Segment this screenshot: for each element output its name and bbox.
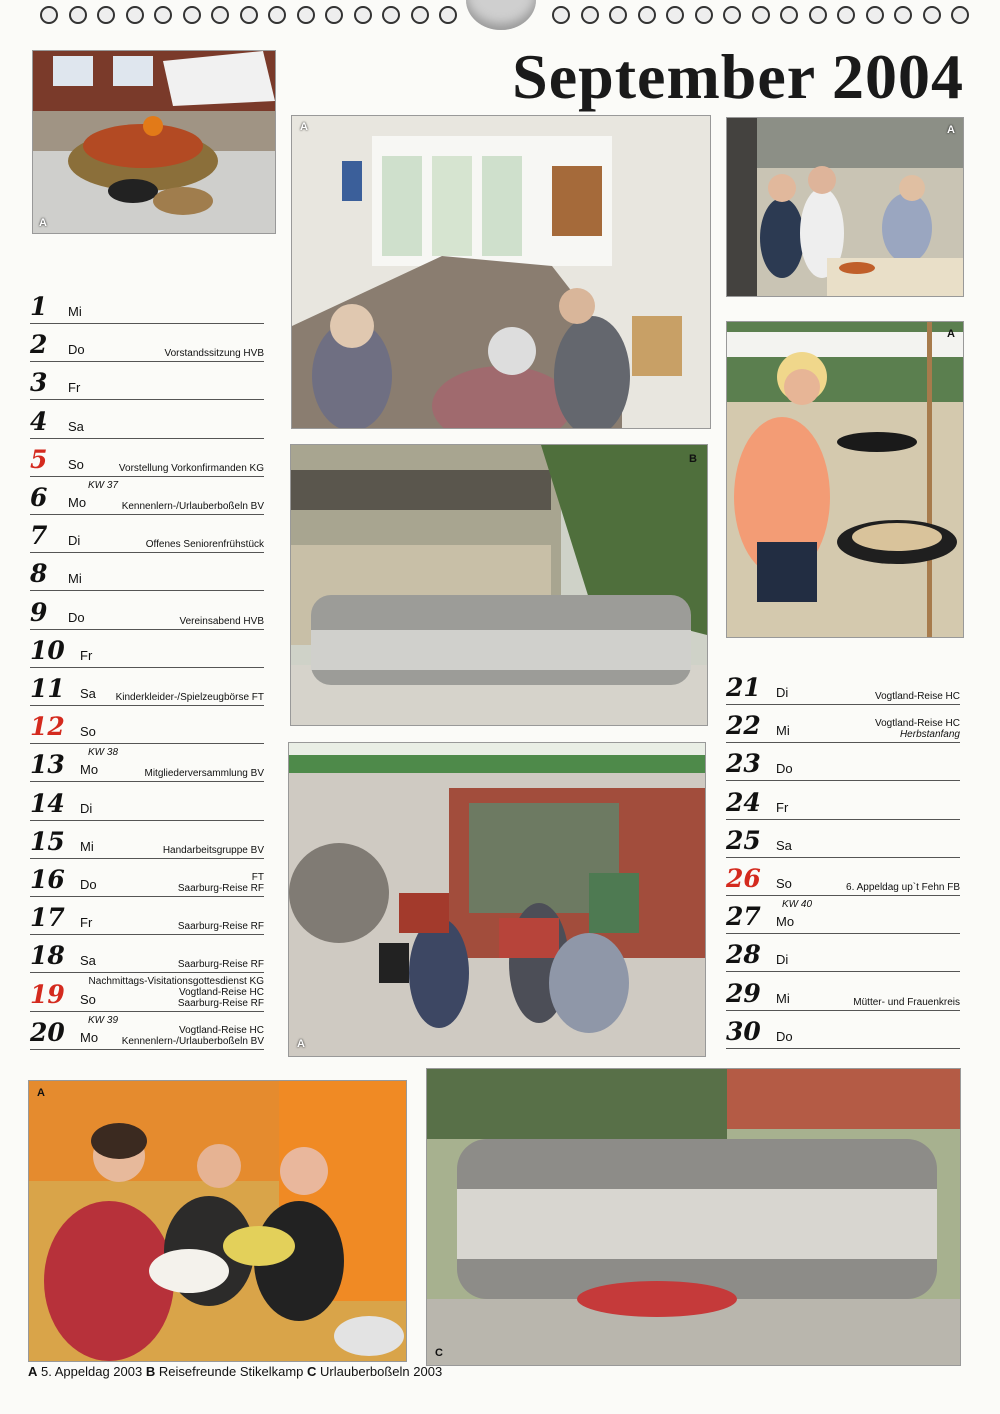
day-number: 21 [726,673,761,702]
photo-cafe-interior [291,115,711,429]
calendar-day-row [30,860,264,897]
day-events [165,348,265,359]
event-text: Mütter- und Frauenkreis [853,997,960,1008]
calendar-week-number: KW 37 [88,480,119,491]
binding-ring [695,6,713,24]
day-events [122,1025,264,1047]
binding-ring [268,6,286,24]
binding-ring [780,6,798,24]
weekday-abbrev: So [80,992,96,1007]
binding-ring [666,6,684,24]
day-number: 2 [30,330,48,359]
apple-peeling-photo-image [29,1081,406,1361]
day-number: 11 [30,674,65,703]
weekday-abbrev: Sa [80,953,96,968]
calendar-day-row [726,783,960,820]
binding-ring [97,6,115,24]
day-number: 15 [30,827,65,856]
event-text: Vogtland-Reise HC [178,1025,264,1036]
event-text: Kennenlern-/Urlauberboßeln BV [121,1036,264,1047]
day-events [119,463,264,474]
calendar-day-row [30,822,264,859]
calendar-day-row [30,363,264,400]
day-events [875,718,960,740]
binding-ring [69,6,87,24]
day-number: 29 [726,979,761,1008]
cooking-photo-image [727,322,963,637]
binding-ring [439,6,457,24]
calendar-day-row [30,1013,264,1050]
event-text: Mitgliederversammlung BV [144,768,264,779]
event-text: Vereinsabend HVB [179,616,264,627]
weekday-abbrev: Mi [776,723,790,738]
caption-text-a: 5. Appeldag 2003 [41,1364,143,1379]
calendar-day-row [30,325,264,362]
binding-ring [638,6,656,24]
day-number: 13 [30,750,65,779]
caption-key-b: B [145,1364,156,1379]
binding-ring [411,6,429,24]
calendar-day-row [726,1012,960,1049]
calendar-day-row [726,897,960,934]
calendar-day-row [30,707,264,744]
photo-label: A [297,1038,305,1050]
weekday-abbrev: Do [68,342,85,357]
caption-text-b: Reisefreunde Stikelkamp [158,1364,304,1379]
event-text: Vorstellung Vorkonfirmanden KG [118,463,264,474]
weekday-abbrev: Sa [80,686,96,701]
group-photo-image [291,445,707,725]
day-number: 6 [30,483,48,512]
weekday-abbrev: Fr [776,800,789,815]
day-number: 19 [30,980,65,1009]
weekday-abbrev: Fr [68,380,81,395]
weekday-abbrev: Mi [68,571,82,586]
calendar-day-row [726,668,960,705]
day-number: 23 [726,749,761,778]
binding-ring [40,6,58,24]
calendar-day-row [30,669,264,706]
event-text: Saarburg-Reise RF [177,921,264,932]
calendar-day-row [30,745,264,782]
photo-kitchen-women [726,117,964,297]
calendar-week-number: KW 38 [88,747,119,758]
calendar-day-row [30,936,264,973]
day-number: 28 [726,940,761,969]
binding-ring [126,6,144,24]
day-number: 20 [30,1018,65,1047]
weekday-abbrev: Mo [80,1030,99,1045]
day-number: 8 [30,559,48,588]
binding-ring [552,6,570,24]
page-title: September 2004 [512,41,964,112]
calendar-day-row [726,821,960,858]
photo-label: A [37,1087,45,1099]
calendar-day-row [30,554,264,591]
photo-label: B [689,453,697,465]
day-number: 22 [726,711,761,740]
photo-group-bosseln [426,1068,961,1366]
weekday-abbrev: Mo [776,914,795,929]
weekday-abbrev: Sa [68,419,84,434]
event-text: Saarburg-Reise RF [177,883,264,894]
binding-ring [609,6,627,24]
photo-harvest-display [32,50,276,234]
cafe-photo-image [292,116,710,428]
calendar-week-number: KW 40 [782,899,813,910]
weekday-abbrev: Mo [68,495,87,510]
day-number: 25 [726,826,761,855]
day-number: 9 [30,598,48,627]
day-events [122,501,264,512]
photo-label: A [39,217,47,229]
day-number: 16 [30,865,65,894]
calendar-day-row [30,287,264,324]
day-events [846,882,960,893]
weekday-abbrev: Do [80,877,97,892]
day-number: 1 [30,292,48,321]
day-number: 24 [726,788,761,817]
binding-ring [211,6,229,24]
weekday-abbrev: Di [776,952,789,967]
photo-apple-peeling [28,1080,407,1362]
caption-text-c: Urlauberboßeln 2003 [320,1364,443,1379]
calendar-day-row [30,478,264,515]
calendar-day-row [30,593,264,630]
photo-group-reisefreunde [290,444,708,726]
calendar-day-row [726,859,960,896]
caption-key-a: A [28,1364,38,1379]
calendar-day-row [30,516,264,553]
weekday-abbrev: Di [80,801,93,816]
binding-ring [894,6,912,24]
photo-woman-cooking [726,321,964,638]
weekday-abbrev: Mi [68,304,82,319]
event-text: Vorstandssitzung HVB [164,348,264,359]
day-number: 4 [30,407,48,436]
day-events [146,539,264,550]
day-number: 14 [30,789,65,818]
binding-ring [240,6,258,24]
event-text: Herbstanfang [899,729,960,740]
binding-ring [923,6,941,24]
weekday-abbrev: Fr [80,915,93,930]
accordion-photo-image [289,743,705,1056]
weekday-abbrev: Sa [776,838,792,853]
photo-accordion-players [288,742,706,1057]
day-number: 17 [30,903,65,932]
day-number: 10 [30,636,65,665]
weekday-abbrev: So [80,724,96,739]
calendar-day-row [30,898,264,935]
event-text: Handarbeitsgruppe BV [162,845,264,856]
day-events [163,845,264,856]
photo-label: C [435,1347,443,1359]
calendar-week-number: KW 39 [88,1015,119,1026]
day-number: 26 [726,864,761,893]
event-text: Kennenlern-/Urlauberboßeln BV [121,501,264,512]
event-text: FT [251,872,264,883]
binding-ring [325,6,343,24]
day-events [145,768,265,779]
day-number: 18 [30,941,65,970]
day-events [178,959,264,970]
weekday-abbrev: Do [68,610,85,625]
event-text: Saarburg-Reise RF [177,998,264,1009]
weekday-abbrev: Mi [776,991,790,1006]
binding-ring [723,6,741,24]
event-text: 6. Appeldag up`t Fehn FB [846,882,960,893]
event-text: Vogtland-Reise HC [874,691,960,702]
bosseln-photo-image [427,1069,960,1365]
day-events [179,616,264,627]
calendar-day-row [30,975,264,1012]
day-number: 5 [30,445,48,474]
weekday-abbrev: Di [68,533,81,548]
weekday-abbrev: Do [776,761,793,776]
calendar-day-row [30,784,264,821]
event-text: Offenes Seniorenfrühstück [145,539,264,550]
day-number: 7 [30,521,48,550]
binding-ring [752,6,770,24]
weekday-abbrev: Mi [80,839,94,854]
calendar-day-row [726,935,960,972]
weekday-abbrev: Fr [80,648,93,663]
day-events [178,921,264,932]
day-number: 30 [726,1017,761,1046]
binding-ring [354,6,372,24]
event-text: Vogtland-Reise HC [178,987,264,998]
weekday-abbrev: Do [776,1029,793,1044]
calendar-day-row [30,440,264,477]
binding-ring [154,6,172,24]
calendar-day-row [30,402,264,439]
weekday-abbrev: Di [776,685,789,700]
photo-label: A [300,121,308,133]
photo-caption [28,1364,442,1379]
weekday-abbrev: So [68,457,84,472]
binding-ring [382,6,400,24]
binding-ring [951,6,969,24]
calendar-day-row [30,631,264,668]
day-events [875,691,960,702]
day-number: 3 [30,368,48,397]
binding-ring [837,6,855,24]
photo-label: A [947,328,955,340]
day-events [853,997,960,1008]
day-events [116,692,264,703]
kitchen-photo-image [727,118,963,296]
weekday-abbrev: So [776,876,792,891]
day-number: 12 [30,712,65,741]
calendar-day-row [726,706,960,743]
binding-ring [183,6,201,24]
caption-key-c: C [307,1364,317,1379]
binding-ring [866,6,884,24]
event-text: Vogtland-Reise HC [874,718,960,729]
day-events [89,976,264,1009]
day-number: 27 [726,902,761,931]
binding-ring [809,6,827,24]
event-text: Kinderkleider-/Spielzeugbörse FT [115,692,264,703]
binding-ring [297,6,315,24]
calendar-day-row [726,744,960,781]
harvest-photo-image [33,51,275,233]
photo-label: A [947,124,955,136]
event-text: Saarburg-Reise RF [177,959,264,970]
calendar-day-row [726,974,960,1011]
event-text: Nachmittags-Visitationsgottesdienst KG [88,976,264,987]
weekday-abbrev: Mo [80,762,99,777]
day-events [178,872,264,894]
binding-ring [581,6,599,24]
